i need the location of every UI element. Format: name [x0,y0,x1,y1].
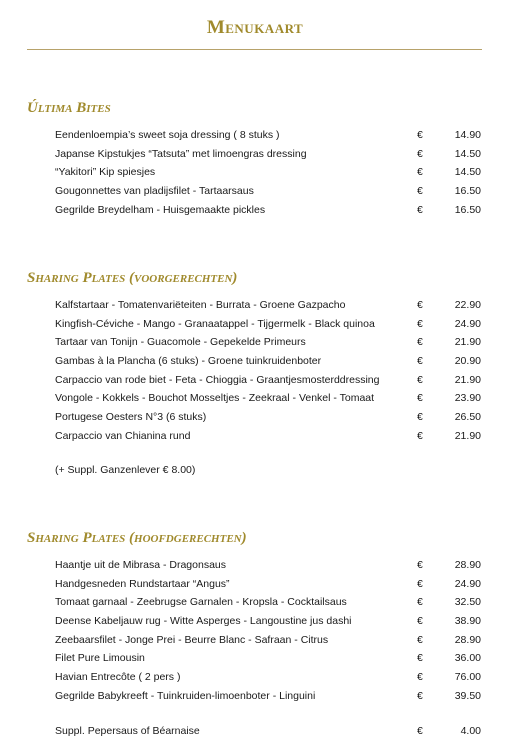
section-sharing-hoofdgerechten [27,528,487,740]
menu-item [27,687,487,706]
menu-item [27,631,487,650]
currency-symbol: € [417,559,423,571]
menu-item [27,126,487,145]
item-name: Portugese Oesters N°3 (6 stuks) [55,411,207,424]
item-name: Gegrilde Breydelham - Huisgemaakte pickles [55,203,266,216]
menu-item [27,408,487,427]
item-name: “Yakitori” Kip spiesjes [55,166,156,179]
supplement-note: (+ Suppl. Ganzenlever € 8.00) [55,463,196,476]
currency-symbol: € [417,185,423,198]
currency-symbol: € [417,129,423,141]
currency-symbol: € [417,392,423,405]
item-name: Kingfish-Céviche - Mango - Granaatappel - Tijgermelk - Black quinoa [55,317,375,330]
item-price: 36.00 [454,652,481,665]
menu-item [27,352,487,371]
menu-item [27,649,487,668]
menu-item [27,593,487,612]
item-name: Haantje uit de Mibrasa - Dragonsaus [55,559,227,571]
item-name: Japanse Kipstukjes “Tatsuta” met limoengras dressing [55,147,307,160]
section-title: Sharing Plates (hoofdgerechten) [27,530,247,546]
item-name: Filet Pure Limousin [55,652,145,665]
item-name: Zeebaarsfilet - Jonge Prei - Beurre Blanc - Safraan - Citrus [55,633,329,646]
item-price: 14.50 [454,147,481,160]
item-price: 14.90 [454,129,481,141]
menu-item [27,296,487,315]
item-name: Tomaat garnaal - Zeebrugse Garnalen - Kropsla - Cocktailsaus [55,596,347,609]
currency-symbol: € [417,724,423,737]
item-price: 16.50 [454,185,481,198]
currency-symbol: € [417,615,423,628]
section-sharing-voorgerechten [27,268,487,476]
menu-item [27,556,487,575]
currency-symbol: € [417,373,423,386]
page-title: Menukaart [206,17,304,38]
item-name: Kalfstartaar - Tomatenvariëteiten - Burrata - Groene Gazpacho [55,299,346,311]
section-title: Última Bites [27,100,111,116]
item-name: Tartaar van Tonijn - Guacomole - Gepekelde Primeurs [55,336,306,349]
currency-symbol: € [417,596,423,609]
item-price: 21.90 [454,336,481,349]
item-price: 21.90 [454,429,481,442]
menu-item [27,668,487,687]
item-price: 16.50 [454,203,481,216]
menu-item [27,575,487,594]
item-name: Handgesneden Rundstartaar “Angus” [55,577,230,590]
item-price: 28.90 [454,559,481,571]
currency-symbol: € [417,689,423,702]
currency-symbol: € [417,336,423,349]
title-divider [27,49,482,50]
menu-item [27,145,487,164]
item-name: Gegrilde Babykreeft - Tuinkruiden-limoenboter - Linguini [55,689,316,702]
menu-item [27,182,487,201]
menu-item [27,612,487,631]
item-price: 23.90 [454,392,481,405]
item-name: Suppl. Pepersaus of Béarnaise [55,724,200,737]
item-price: 26.50 [454,411,481,424]
item-name: Gougonnettes van pladijsfilet - Tartaarsaus [55,185,254,198]
item-price: 14.50 [454,166,481,179]
currency-symbol: € [417,411,423,424]
item-name: Carpaccio van rode biet - Feta - Chioggia - Graantjesmosterddressing [55,373,380,386]
item-price: 28.90 [454,633,481,646]
currency-symbol: € [417,317,423,330]
item-name: Vongole - Kokkels - Bouchot Mosseltjes - Zeekraal - Venkel - Tomaat [55,392,375,405]
currency-symbol: € [417,203,423,216]
currency-symbol: € [417,633,423,646]
item-price: 32.50 [454,596,481,609]
menu-item [27,315,487,334]
menu-item [27,427,487,446]
item-name: Deense Kabeljauw rug - Witte Asperges - Langoustine jus dashi [55,615,352,628]
currency-symbol: € [417,147,423,160]
menu-item [27,389,487,408]
currency-symbol: € [417,652,423,665]
item-name: Havian Entrecôte ( 2 pers ) [55,671,181,684]
item-name: Gambas à la Plancha (6 stuks) - Groene tuinkruidenboter [55,355,322,368]
menu-item [27,201,487,220]
section-ultima-bites [27,98,487,219]
item-price: 21.90 [454,373,481,386]
currency-symbol: € [417,429,423,442]
item-price: 22.90 [454,299,481,311]
item-name: Eendenloempia’s sweet soja dressing ( 8 stuks ) [55,129,280,141]
menu-item [27,333,487,352]
section-title: Sharing Plates (voorgerechten) [27,270,238,286]
item-price: 76.00 [454,671,481,684]
menu-item [27,163,487,182]
currency-symbol: € [417,577,423,590]
item-price: 24.90 [454,577,481,590]
supplement-item [27,722,487,741]
item-price: 24.90 [454,317,481,330]
item-price: 39.50 [454,689,481,702]
item-name: Carpaccio van Chianina rund [55,429,191,442]
currency-symbol: € [417,355,423,368]
item-price: 4.00 [460,724,481,737]
menu-item [27,371,487,390]
item-price: 38.90 [454,615,481,628]
currency-symbol: € [417,671,423,684]
currency-symbol: € [417,166,423,179]
currency-symbol: € [417,299,423,311]
item-price: 20.90 [454,355,481,368]
